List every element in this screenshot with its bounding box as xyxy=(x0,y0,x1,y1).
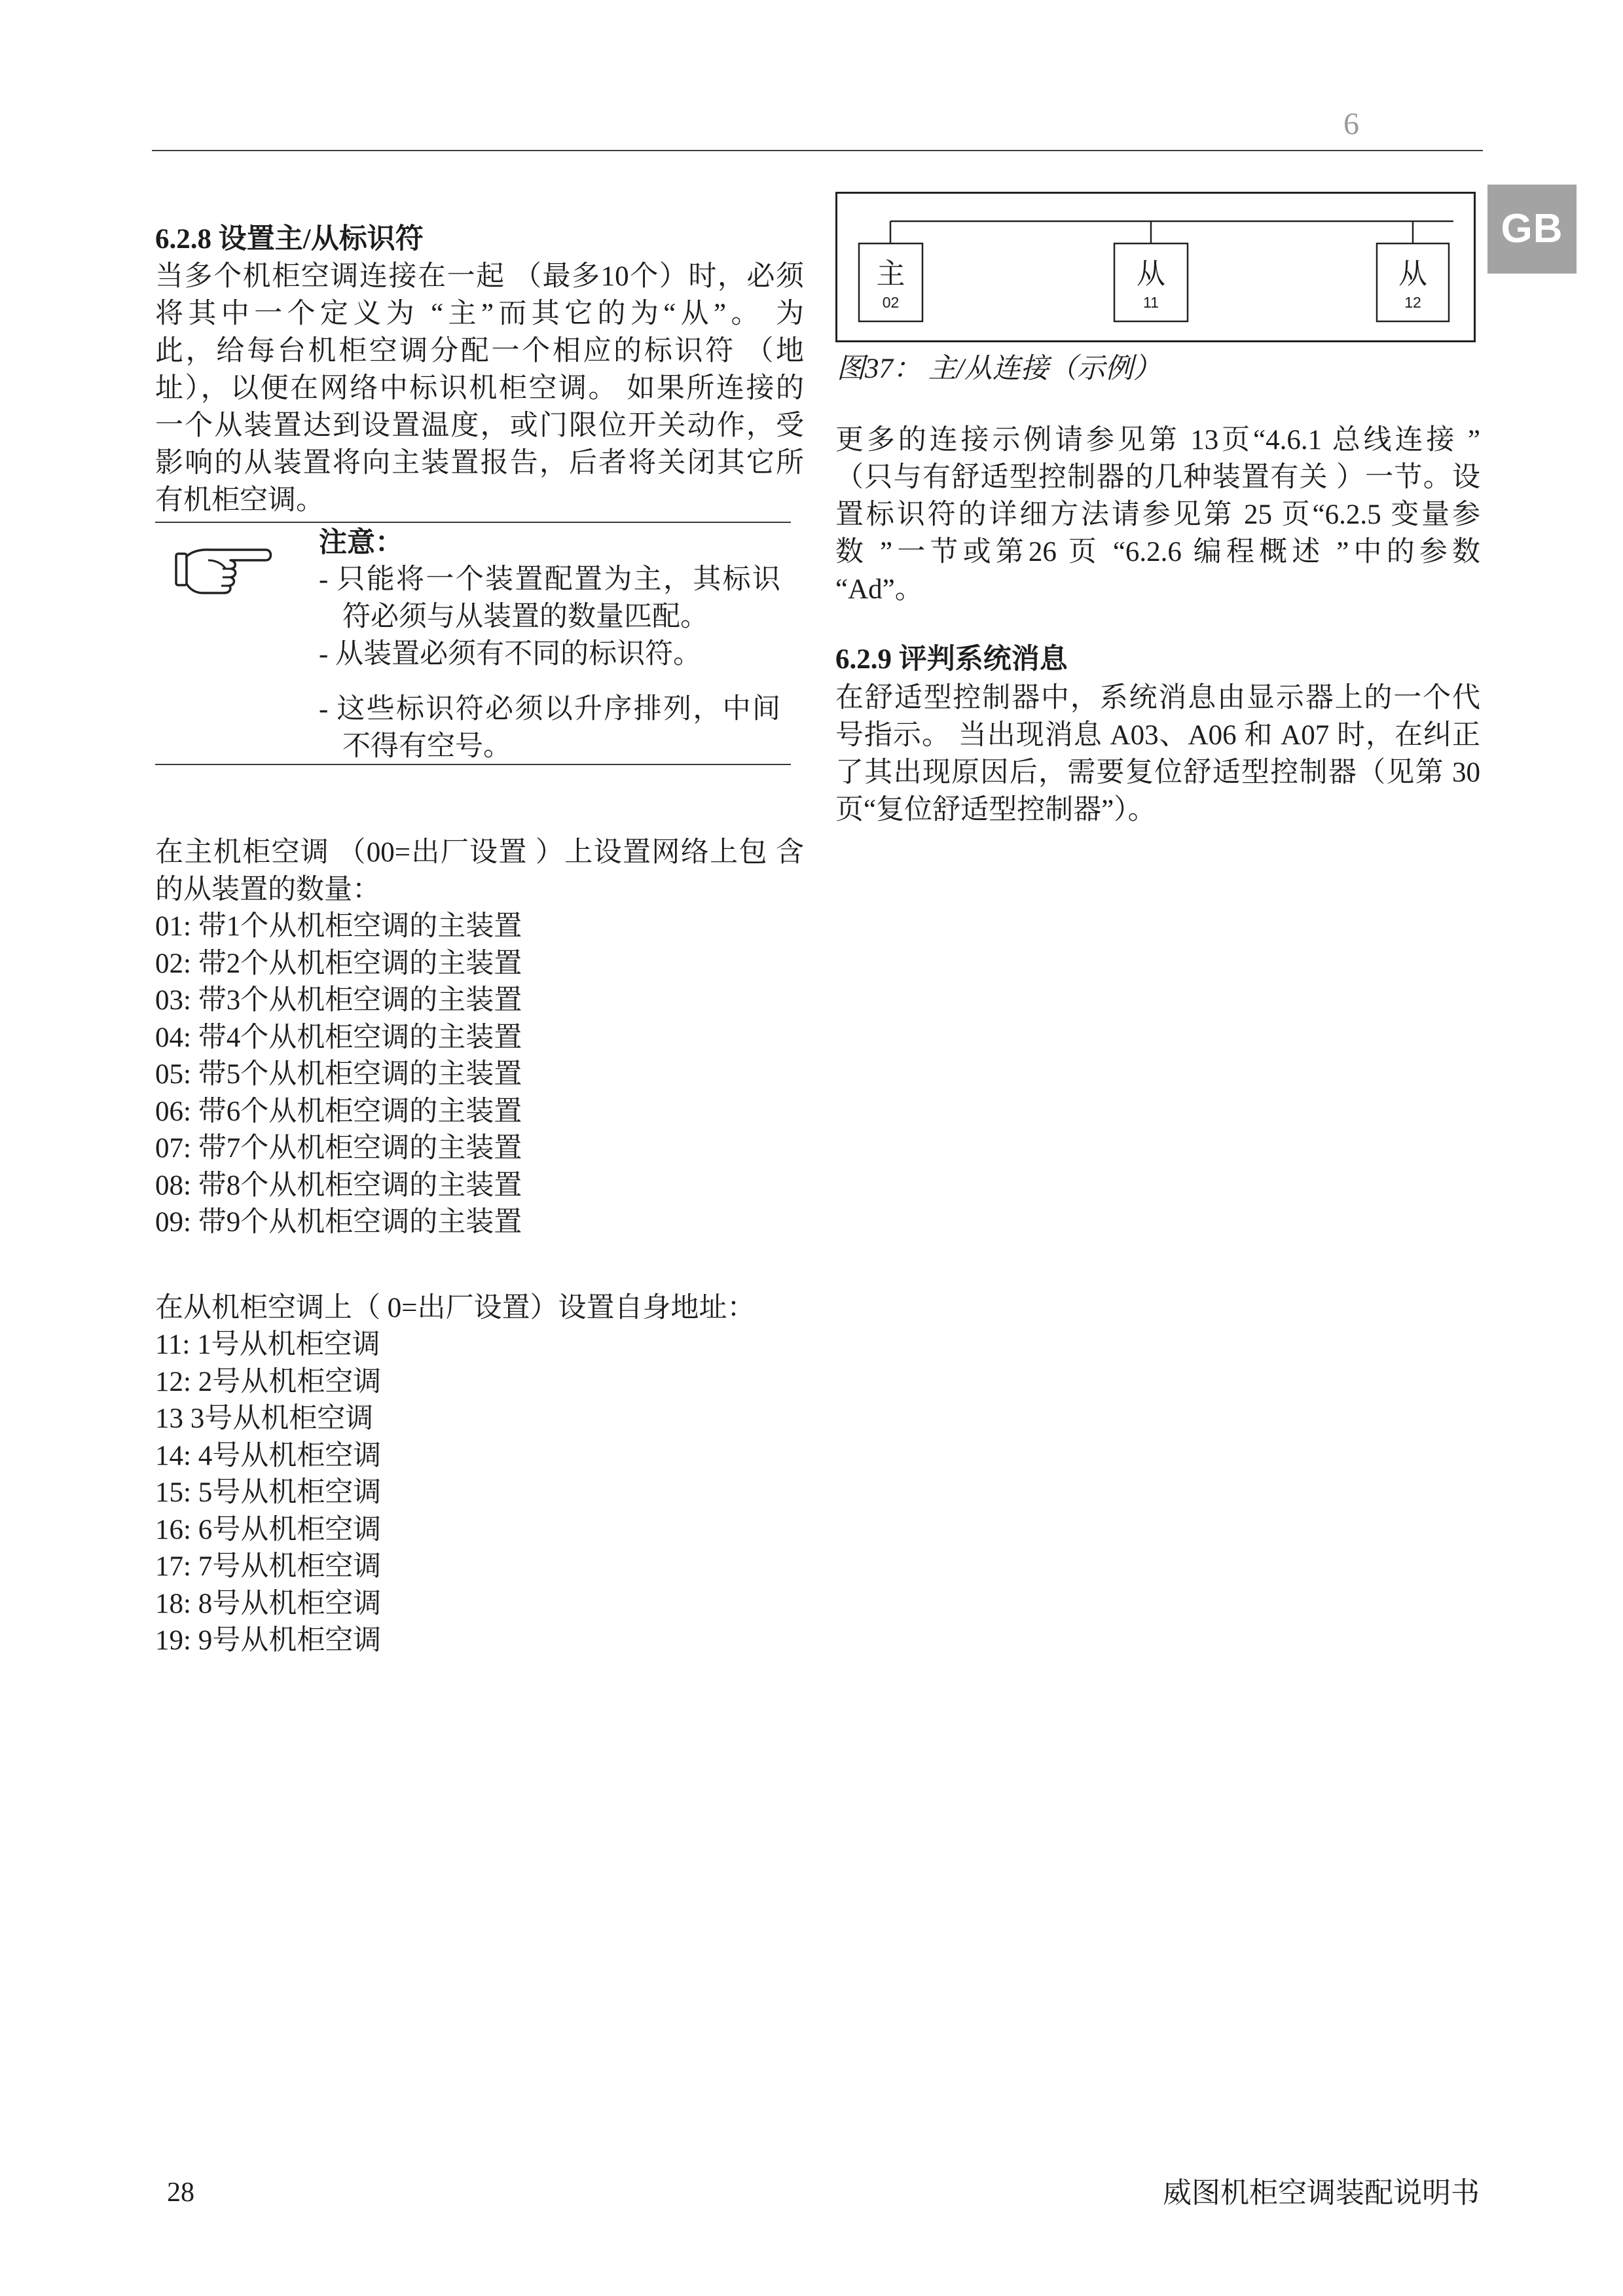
paragraph-line: 更多的连接示例请参见第 13页“4.6.1 总线连接 ” xyxy=(835,425,1480,456)
section-heading-6-2-8: 6.2.8 设置主/从标识符 xyxy=(155,224,424,255)
node-master-label: 主 xyxy=(876,258,905,290)
node-slave-12-label: 从 xyxy=(1398,258,1427,290)
right-paragraph xyxy=(835,422,1480,608)
node-slave-12 xyxy=(1377,243,1449,321)
list-item: 14: 4号从机柜空调 xyxy=(155,1440,382,1471)
node-slave-11 xyxy=(1114,243,1188,321)
list-item: 18: 8号从机柜空调 xyxy=(155,1588,382,1619)
note-item: - 只能将一个装置配置为主，其标识 xyxy=(319,564,780,595)
list-item: 07: 带7个从机柜空调的主装置 xyxy=(155,1133,522,1164)
list-item: 15: 5号从机柜空调 xyxy=(155,1477,382,1508)
note-bottom-rule xyxy=(155,764,791,765)
note-top-rule xyxy=(155,522,791,523)
note-item: - 从装置必须有不同的标识符。 xyxy=(319,639,702,670)
list-item: 13 3号从机柜空调 xyxy=(155,1403,374,1434)
list-item: 04: 带4个从机柜空调的主装置 xyxy=(155,1022,522,1053)
note-title: 注意： xyxy=(319,528,403,558)
paragraph-line: 了其出现原因后，需要复位舒适型控制器（见第 30 xyxy=(835,757,1480,788)
slave-intro xyxy=(155,1290,804,1327)
paragraph-line: 置标识符的详细方法请参见第 25 页“6.2.5 变量参 xyxy=(835,499,1480,530)
note-item-continuation: 不得有空号。 xyxy=(342,731,511,762)
node-slave-12-id: 12 xyxy=(1404,294,1421,311)
slave-options-list xyxy=(155,1327,804,1660)
list-item: 11: 1号从机柜空调 xyxy=(155,1329,380,1360)
paragraph-line: 的从装置的数量： xyxy=(155,874,380,905)
node-slave-11-label: 从 xyxy=(1137,258,1165,290)
list-item: 08: 带8个从机柜空调的主装置 xyxy=(155,1170,522,1201)
list-item: 02: 带2个从机柜空调的主装置 xyxy=(155,948,522,979)
paragraph-line: （只与有舒适型控制器的几种装置有关 ）一节。设 xyxy=(835,462,1480,493)
node-master xyxy=(859,243,922,321)
paragraph-line: 数 ”一节或第26 页 “6.2.6 编程概述 ”中的参数 xyxy=(835,537,1480,567)
paragraph-line: 此，给每台机柜空调分配一个相应的标识符 （地 xyxy=(155,336,804,367)
note-item: - 这些标识符必须以升序排列，中间 xyxy=(319,694,780,725)
list-item: 17: 7号从机柜空调 xyxy=(155,1551,382,1582)
header-rule xyxy=(152,150,1483,151)
note-item-continuation: 符必须与从装置的数量匹配。 xyxy=(342,601,708,632)
pointing-hand-icon xyxy=(174,538,274,598)
section-heading-6-2-9: 6.2.9 评判系统消息 xyxy=(835,644,1068,675)
paragraph-line: 址），以便在网络中标识机柜空调。 如果所连接的 xyxy=(155,373,804,404)
list-item: 05: 带5个从机柜空调的主装置 xyxy=(155,1059,522,1090)
figure-37-diagram xyxy=(835,192,1476,342)
paragraph-line: 将其中一个定义为 “主”而其它的为“从”。 为 xyxy=(155,298,804,329)
paragraph-line: 当多个机柜空调连接在一起 （最多10个）时，必须 xyxy=(155,261,804,292)
list-item: 03: 带3个从机柜空调的主装置 xyxy=(155,985,522,1016)
footer-page-number: 28 xyxy=(167,2178,194,2208)
paragraph-line: 一个从装置达到设置温度，或门限位开关动作，受 xyxy=(155,410,804,441)
footer-document-title: 威图机柜空调装配说明书 xyxy=(1163,2177,1480,2209)
figure-37-caption: 图37： 主/从连接（示例） xyxy=(837,353,1161,384)
master-options-list xyxy=(155,908,804,1242)
node-master-id: 02 xyxy=(882,294,900,311)
list-item: 06: 带6个从机柜空调的主装置 xyxy=(155,1096,522,1127)
paragraph-line: “Ad”。 xyxy=(835,574,923,605)
paragraph-line: 号指示。 当出现消息 A03、A06 和 A07 时，在纠正 xyxy=(835,720,1480,751)
paragraph-line: 在从机柜空调上（ 0=出厂设置）设置自身地址： xyxy=(155,1293,756,1323)
paragraph-line: 影响的从装置将向主装置报告，后者将关闭其它所 xyxy=(155,448,804,478)
node-slave-11-id: 11 xyxy=(1143,294,1159,311)
master-intro xyxy=(155,834,804,908)
list-item: 12: 2号从机柜空调 xyxy=(155,1366,382,1397)
list-item: 01: 带1个从机柜空调的主装置 xyxy=(155,911,522,942)
paragraph-line: 有机柜空调。 xyxy=(155,485,324,516)
list-item: 09: 带9个从机柜空调的主装置 xyxy=(155,1207,522,1238)
list-item: 19: 9号从机柜空调 xyxy=(155,1625,382,1656)
paragraph-line: 页“复位舒适型控制器”）。 xyxy=(835,795,1156,825)
list-item: 16: 6号从机柜空调 xyxy=(155,1514,382,1545)
paragraph-line: 在舒适型控制器中，系统消息由显示器上的一个代 xyxy=(835,683,1480,713)
note-list xyxy=(319,561,780,765)
paragraph-line: 在主机柜空调 （00=出厂设置 ）上设置网络上包 含 xyxy=(155,837,804,868)
section-6-2-8-paragraph xyxy=(155,258,804,519)
chapter-number: 6 xyxy=(1343,107,1359,141)
section-6-2-9-paragraph xyxy=(835,679,1480,829)
language-tab: GB xyxy=(1487,185,1577,274)
